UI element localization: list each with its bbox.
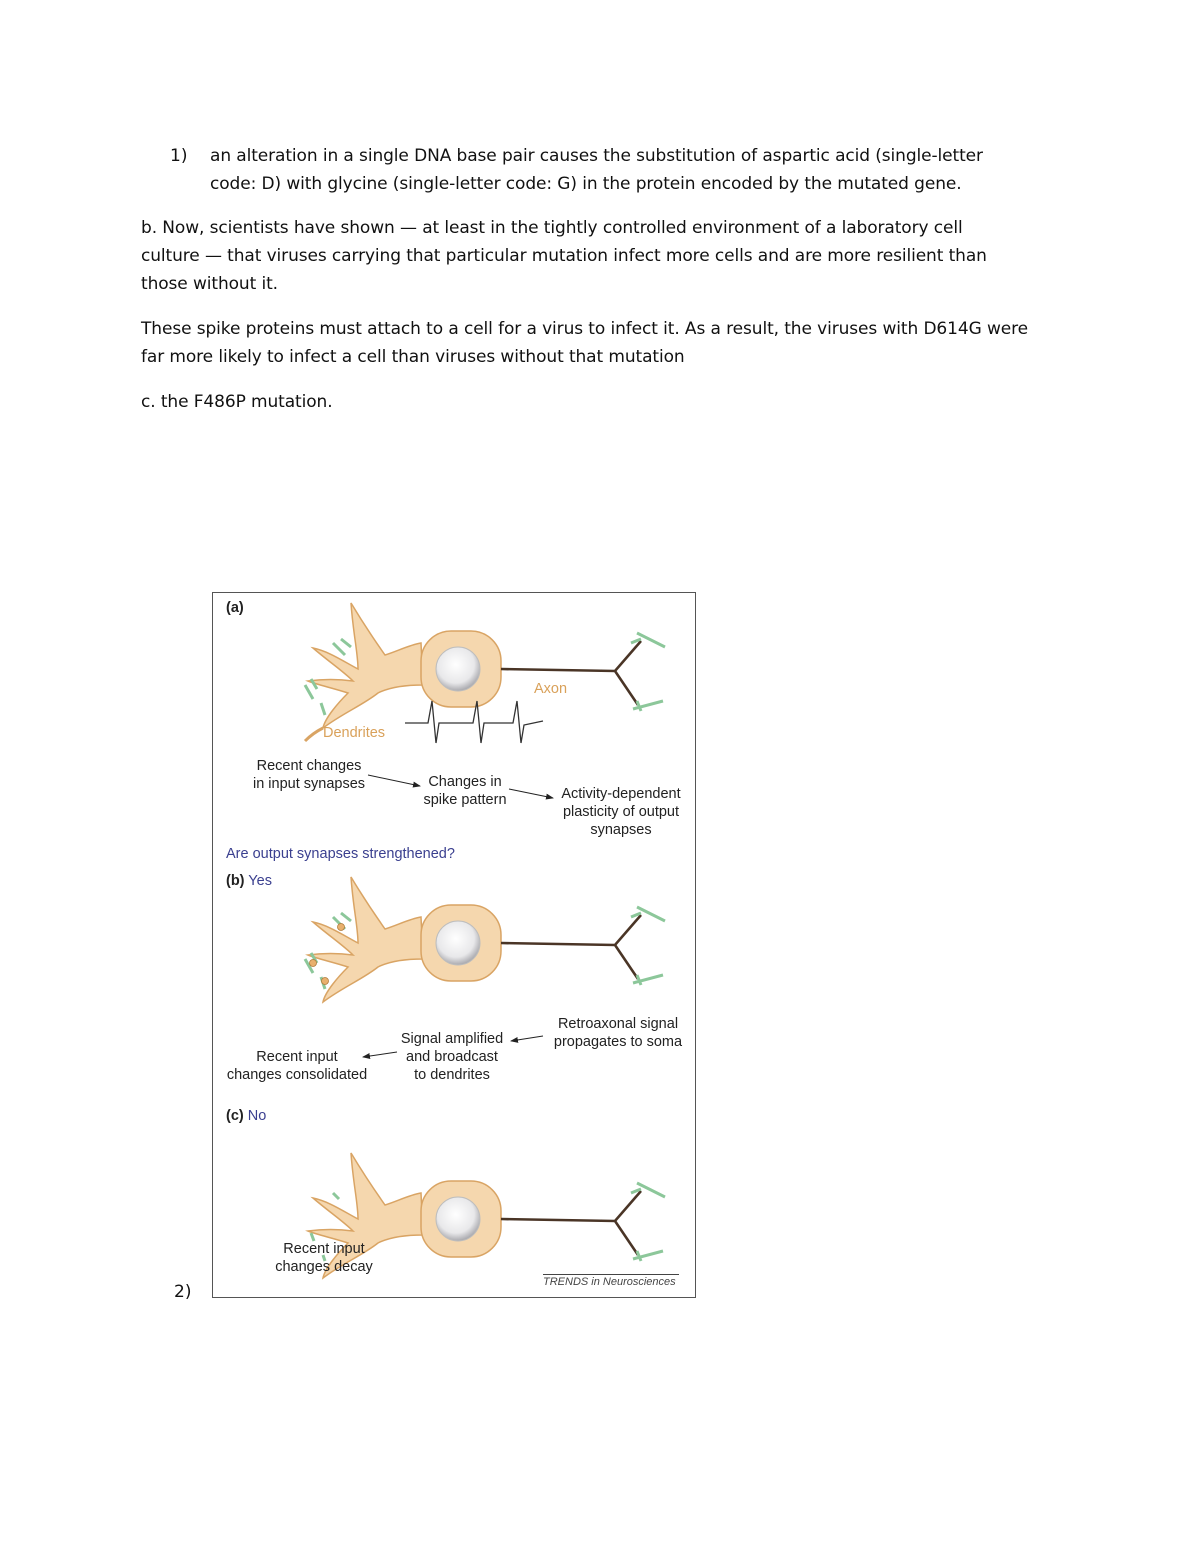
panel-b-text-2-line-3: to dendrites <box>414 1067 490 1083</box>
panel-a-text-1-line-2: in input synapses <box>252 776 366 792</box>
list-item-1 <box>210 142 1050 198</box>
panel-c-label: (c) <box>226 1108 244 1124</box>
neuron-a-dendrites <box>308 603 423 728</box>
panel-a-label: (a) <box>226 600 244 616</box>
paragraph-spike-proteins <box>141 315 1081 371</box>
paragraph-b-line-1: b. Now, scientists have shown — at least in the tightly controlled environment of a laboratory cell <box>141 218 963 238</box>
panel-b-text-2-line-1: Signal amplified <box>400 1031 504 1047</box>
paragraph-b-line-3: those without it. <box>141 274 278 294</box>
panel-a-text-1-line-1: Recent changes <box>256 758 362 774</box>
panel-b-text-1-line-2: propagates to soma <box>553 1034 683 1050</box>
neuron-c-axon <box>501 1191 641 1255</box>
list-item-1-line-2: code: D) with glycine (single-letter code: G) in the protein encoded by the mutated gene. <box>210 174 962 194</box>
neuron-b-nucleus <box>436 921 480 965</box>
paragraph-spike-line-1: These spike proteins must attach to a cell for a virus to infect it. As a result, the viruses with D614G were <box>141 319 1028 339</box>
panel-a-text-1 <box>241 757 377 793</box>
arrow-b-1 <box>511 1036 543 1041</box>
panel-b-text-1 <box>545 1015 691 1051</box>
paragraph-b-line-2: culture — that viruses carrying that particular mutation infect more cells and are more resilient than <box>141 246 987 266</box>
panel-a-text-3-line-2: plasticity of output <box>562 804 680 820</box>
panel-a-text-3 <box>553 785 689 839</box>
panel-c-text-1 <box>263 1240 385 1276</box>
panel-b-text-3-line-2: changes consolidated <box>226 1067 368 1083</box>
figure-question: Are output synapses strengthened? <box>226 846 455 862</box>
panel-b-answer: Yes <box>248 873 272 889</box>
axon-label: Axon <box>534 681 568 697</box>
panel-b-text-2-line-2: and broadcast <box>406 1049 498 1065</box>
paragraph-b <box>141 214 1041 298</box>
panel-b-text-3 <box>217 1048 377 1084</box>
neuron-b <box>305 877 665 1002</box>
list-number-2: 2) <box>174 1282 192 1302</box>
neuron-a-nucleus <box>436 647 480 691</box>
panel-a-text-2-line-1: Changes in <box>428 774 502 790</box>
panel-c-text-1-line-2: changes decay <box>275 1259 373 1275</box>
panel-a-text-3-line-1: Activity-dependent <box>561 786 681 802</box>
neuron-figure <box>212 592 696 1298</box>
panel-b-heading <box>226 872 272 890</box>
panel-a-text-3-line-3: synapses <box>590 822 652 838</box>
panel-b-text-3-line-1: Recent input <box>256 1049 338 1065</box>
paragraph-spike-line-2: far more likely to infect a cell than viruses without that mutation <box>141 347 685 367</box>
panel-c-heading <box>226 1107 266 1125</box>
list-item-1-line-1: an alteration in a single DNA base pair causes the substitution of aspartic acid (single-letter <box>210 146 983 166</box>
panel-b-text-1-line-1: Retroaxonal signal <box>557 1016 679 1032</box>
neuron-c-nucleus <box>436 1197 480 1241</box>
panel-b-text-2 <box>393 1030 511 1084</box>
neuron-a-axon <box>501 641 641 705</box>
figure-credit: TRENDS in Neurosciences <box>543 1274 679 1288</box>
panel-b-label: (b) <box>226 873 245 889</box>
panel-a-text-2 <box>411 773 519 809</box>
list-number-1: 1) <box>170 146 188 166</box>
panel-c-text-1-line-1: Recent input <box>283 1241 365 1257</box>
neuron-figure-drawing <box>213 593 697 1299</box>
dendrites-label: Dendrites <box>323 725 386 741</box>
neuron-b-axon <box>501 915 641 979</box>
panel-c-answer: No <box>247 1108 267 1124</box>
panel-a-text-2-line-2: spike pattern <box>423 792 507 808</box>
paragraph-c: c. the F486P mutation. <box>141 392 333 412</box>
